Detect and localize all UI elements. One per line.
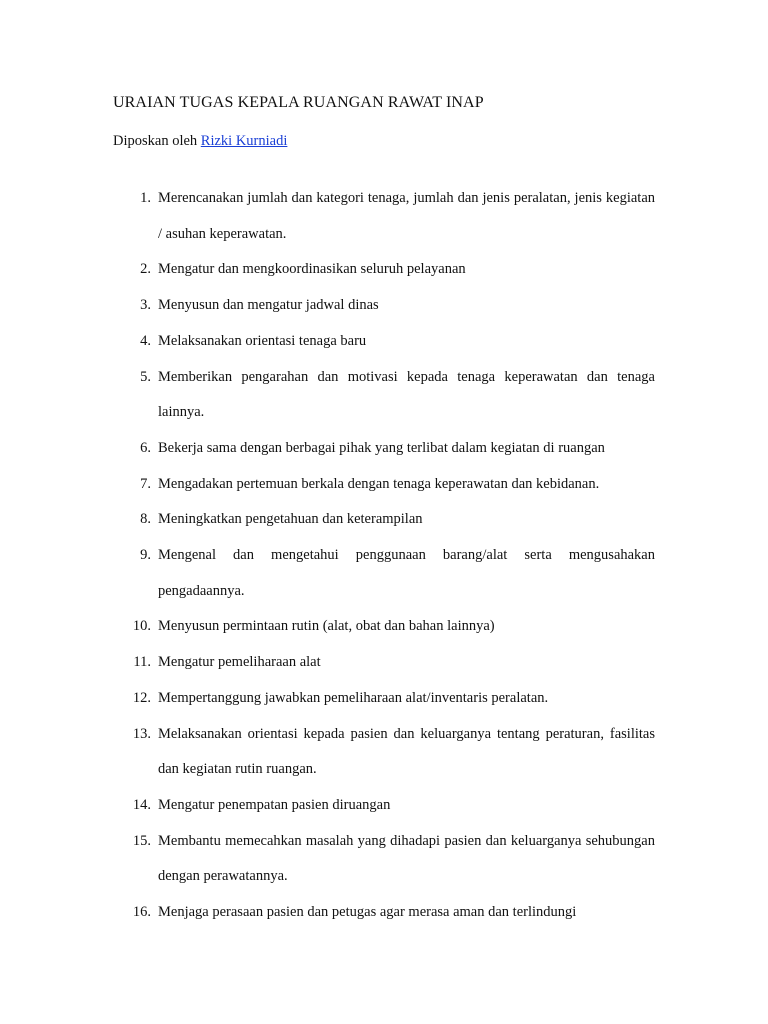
list-item-number: 7. bbox=[140, 475, 151, 492]
list-item-text: Bekerja sama dengan berbagai pihak yang terlibat dalam kegiatan di ruangan bbox=[158, 439, 605, 456]
list-item-number: 12. bbox=[132, 689, 151, 706]
list-item-number: 13. bbox=[132, 725, 151, 742]
list-item bbox=[113, 717, 655, 788]
list-item-text: Melaksanakan orientasi kepada pasien dan keluarganya tentang peraturan, fasilitas dan kegiatan rutin ruangan. bbox=[158, 725, 655, 778]
list-item bbox=[113, 895, 655, 931]
list-item bbox=[113, 324, 655, 360]
list-item-number: 5. bbox=[140, 368, 151, 385]
list-item-text: Meningkatkan pengetahuan dan keterampilan bbox=[158, 511, 423, 528]
list-item-text: Menjaga perasaan pasien dan petugas agar merasa aman dan terlindungi bbox=[158, 904, 577, 921]
author-link[interactable]: Rizki Kurniadi bbox=[200, 133, 288, 149]
list-item-number: 8. bbox=[140, 511, 151, 528]
list-item-text: Melaksanakan orientasi tenaga baru bbox=[158, 332, 367, 349]
list-item-text: Mengenal dan mengetahui penggunaan barang/alat serta mengusahakan pengadaannya. bbox=[158, 547, 655, 599]
list-item bbox=[113, 538, 655, 609]
list-item-text: Menyusun permintaan rutin (alat, obat dan bahan lainnya) bbox=[158, 618, 495, 635]
list-item bbox=[113, 502, 655, 538]
list-item-text: Mengadakan pertemuan berkala dengan tenaga keperawatan dan kebidanan. bbox=[158, 475, 600, 492]
list-item bbox=[113, 681, 655, 717]
list-item bbox=[113, 360, 655, 431]
list-item-text: Membantu memecahkan masalah yang dihadapi pasien dan keluarganya sehubungan dengan perawatannya. bbox=[158, 832, 655, 885]
list-item-number: 9. bbox=[140, 547, 151, 564]
list-item-text: Mengatur penempatan pasien diruangan bbox=[158, 796, 391, 813]
list-item-number: 6. bbox=[140, 439, 151, 456]
list-item-text: Mempertanggung jawabkan pemeliharaan alat/inventaris peralatan. bbox=[158, 689, 549, 706]
list-item-number: 3. bbox=[140, 297, 151, 314]
list-item-number: 11. bbox=[133, 654, 151, 671]
list-item-number: 16. bbox=[132, 904, 151, 921]
page-title: URAIAN TUGAS KEPALA RUANGAN RAWAT INAP bbox=[113, 94, 484, 111]
list-item bbox=[113, 609, 655, 645]
list-item bbox=[113, 645, 655, 681]
list-item-number: 4. bbox=[140, 332, 151, 349]
list-item-text: Memberikan pengarahan dan motivasi kepada tenaga keperawatan dan tenaga lainnya. bbox=[158, 368, 655, 421]
list-item bbox=[113, 431, 655, 467]
list-item-number: 15. bbox=[132, 832, 151, 849]
list-item bbox=[113, 288, 655, 324]
list-item bbox=[113, 181, 655, 252]
byline-prefix: Diposkan oleh bbox=[113, 133, 198, 149]
list-item-text: Mengatur pemeliharaan alat bbox=[158, 654, 321, 671]
task-list bbox=[113, 181, 655, 931]
list-item-number: 2. bbox=[140, 261, 151, 278]
list-item-text: Merencanakan jumlah dan kategori tenaga, jumlah dan jenis peralatan, jenis kegiatan / asuhan keperawatan. bbox=[158, 190, 655, 242]
byline bbox=[113, 130, 287, 152]
list-item-text: Menyusun dan mengatur jadwal dinas bbox=[158, 297, 379, 314]
list-item bbox=[113, 467, 655, 503]
list-item-number: 14. bbox=[132, 796, 151, 813]
list-item bbox=[113, 252, 655, 288]
list-item-text: Mengatur dan mengkoordinasikan seluruh pelayanan bbox=[158, 261, 466, 278]
list-item bbox=[113, 824, 655, 895]
list-item-number: 1. bbox=[140, 190, 151, 206]
list-item-number: 10. bbox=[132, 618, 151, 635]
list-item bbox=[113, 788, 655, 824]
